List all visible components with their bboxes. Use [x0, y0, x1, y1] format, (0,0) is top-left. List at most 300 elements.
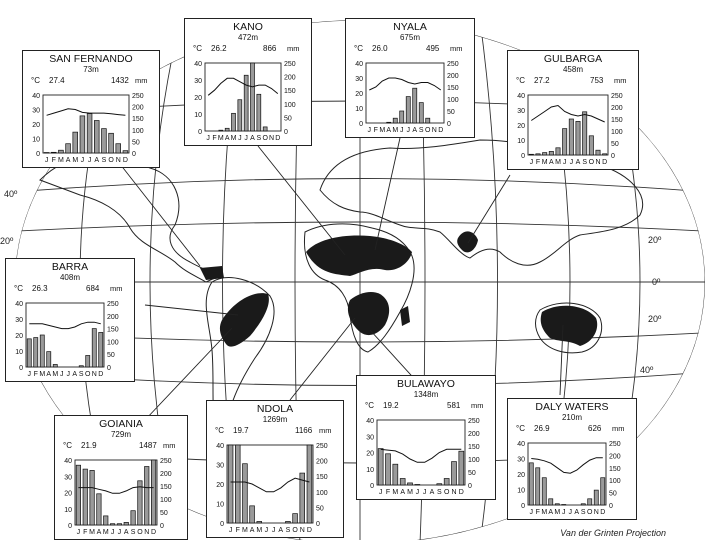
rainfall-bar — [569, 119, 573, 155]
month-label: A — [94, 157, 100, 164]
month-label: J — [271, 527, 276, 534]
month-label: S — [256, 135, 262, 142]
month-label: M — [241, 527, 248, 534]
rainfall-bar — [87, 114, 92, 153]
month-label: J — [529, 509, 533, 516]
rain-tick-label: 200 — [316, 458, 328, 466]
rain-tick-label: 250 — [468, 418, 480, 425]
temp-tick-label: 10 — [355, 106, 363, 113]
month-label: M — [230, 135, 237, 142]
month-label: J — [206, 135, 210, 142]
month-label: A — [548, 159, 554, 166]
temp-tick-label: 40 — [517, 93, 525, 100]
rain-tick-label: 150 — [107, 326, 119, 334]
annual-precipitation: 626 — [588, 424, 602, 433]
station-elevation: 458m — [562, 65, 584, 74]
station-name: NDOLA — [256, 403, 294, 415]
rain-tick-label: 100 — [107, 339, 119, 347]
precip-unit: mm — [612, 424, 625, 433]
precip-unit: mm — [319, 426, 332, 435]
month-label: O — [587, 509, 593, 516]
rainfall-bar — [576, 121, 580, 155]
month-label: M — [407, 489, 413, 496]
annual-precipitation: 1432 — [111, 76, 129, 85]
climograph-bulawayo — [356, 375, 496, 500]
rainfall-bar — [596, 150, 600, 155]
month-label: J — [80, 157, 85, 164]
rain-tick-label: 200 — [447, 73, 459, 80]
month-label: D — [602, 159, 608, 166]
month-label: J — [264, 527, 269, 534]
rain-tick-label: 100 — [609, 478, 621, 486]
month-label: J — [117, 529, 122, 536]
rain-tick-label: 250 — [609, 441, 621, 448]
savanna-sahel-africa — [306, 236, 412, 276]
leader-barra — [145, 305, 238, 315]
temp-tick-label: 30 — [366, 434, 374, 442]
month-label: S — [436, 489, 442, 496]
month-label: F — [83, 529, 88, 536]
temp-unit: °C — [63, 441, 72, 450]
station-elevation: 729m — [110, 430, 132, 439]
temp-tick-label: 10 — [194, 112, 202, 119]
rain-tick-label: 0 — [468, 483, 472, 490]
projection-caption: Van der Grinten Projection — [560, 528, 666, 538]
precip-unit: mm — [471, 401, 484, 410]
temp-tick-label: 40 — [194, 61, 202, 68]
month-label: N — [595, 159, 601, 166]
rainfall-bar — [102, 129, 107, 153]
month-label: M — [52, 371, 59, 378]
month-label: D — [151, 529, 157, 536]
rainfall-bar — [293, 514, 298, 523]
month-label: S — [418, 127, 424, 134]
month-label: F — [235, 527, 240, 534]
temp-tick-label: 40 — [355, 61, 363, 68]
rain-tick-label: 50 — [611, 141, 619, 148]
rainfall-bar — [307, 445, 312, 523]
rain-tick-label: 50 — [316, 505, 324, 513]
station-elevation: 1348m — [413, 390, 439, 399]
month-label: J — [529, 159, 534, 166]
precip-unit: mm — [163, 441, 176, 450]
temp-unit: °C — [215, 426, 224, 435]
month-label: A — [574, 509, 580, 516]
rainfall-bar — [549, 151, 553, 155]
rainfall-bar — [34, 338, 38, 367]
temp-tick-label: 20 — [216, 482, 224, 489]
rain-tick-label: 150 — [316, 474, 328, 482]
month-label: A — [123, 529, 129, 536]
climograph-svg — [55, 416, 187, 539]
lat-label-40n-left: 40º — [4, 189, 18, 199]
rainfall-bar — [40, 335, 44, 367]
month-label: F — [51, 157, 56, 164]
temp-tick-label: 30 — [32, 107, 40, 115]
temp-tick-label: 20 — [366, 450, 374, 458]
rainfall-bar — [90, 470, 94, 525]
temperature-curve — [531, 106, 604, 123]
rainfall-bar — [66, 144, 71, 153]
month-label: F — [33, 371, 38, 378]
temp-tick-label: 10 — [517, 487, 525, 495]
month-label: M — [554, 509, 561, 516]
rainfall-bar — [444, 479, 449, 486]
rainfall-bar — [117, 524, 121, 525]
mean-temperature: 26.0 — [372, 44, 388, 53]
rainfall-bar — [257, 521, 262, 523]
rainfall-bar — [536, 154, 540, 155]
rainfall-bar — [263, 127, 267, 131]
month-label: S — [130, 529, 136, 536]
climograph-nyala — [345, 18, 475, 138]
rain-tick-label: 150 — [468, 444, 480, 451]
rain-tick-label: 0 — [284, 129, 288, 136]
rain-tick-label: 0 — [611, 153, 615, 160]
rainfall-bar — [549, 499, 553, 505]
rain-tick-label: 0 — [447, 121, 451, 128]
rain-tick-label: 200 — [132, 104, 144, 112]
mean-temperature: 26.2 — [211, 44, 227, 53]
temp-tick-label: 20 — [15, 333, 23, 340]
month-label: J — [238, 135, 242, 142]
temp-tick-label: 10 — [366, 466, 374, 474]
month-label: O — [262, 135, 268, 142]
temp-tick-label: 10 — [32, 136, 40, 144]
rainfall-bar — [581, 504, 585, 505]
temp-tick-label: 10 — [517, 138, 525, 145]
rainfall-bar — [97, 494, 101, 525]
rainfall-bar — [124, 522, 128, 525]
annual-precipitation: 495 — [426, 44, 440, 53]
rain-tick-label: 50 — [447, 109, 455, 116]
mean-temperature: 27.2 — [534, 76, 550, 85]
temp-tick-label: 10 — [216, 501, 224, 509]
month-label: A — [429, 489, 435, 496]
precip-unit: mm — [450, 44, 463, 53]
month-label: O — [588, 159, 595, 166]
climograph-svg — [508, 51, 638, 169]
rainfall-bar — [536, 468, 540, 505]
temperature-curve — [381, 449, 462, 462]
month-label: N — [268, 135, 275, 142]
rainfall-bar — [53, 364, 57, 367]
precip-unit: mm — [110, 284, 123, 293]
rainfall-bar — [80, 116, 85, 153]
rainfall-bar — [419, 103, 423, 123]
temp-tick-label: 30 — [216, 462, 224, 470]
temp-tick-label: 0 — [370, 483, 374, 490]
month-label: J — [378, 489, 383, 496]
temp-tick-label: 20 — [517, 123, 525, 130]
temp-tick-label: 30 — [194, 78, 202, 85]
rain-tick-label: 0 — [132, 151, 136, 158]
leader-ndola — [290, 318, 355, 400]
annual-precipitation: 684 — [86, 284, 100, 293]
month-label: O — [292, 527, 298, 534]
plot-frame — [366, 63, 444, 123]
rainfall-bar — [251, 63, 255, 131]
month-label: N — [144, 529, 150, 536]
temp-tick-label: 30 — [517, 108, 525, 115]
month-label: F — [535, 509, 540, 516]
temp-tick-label: 40 — [366, 418, 374, 425]
temperature-curve — [531, 458, 603, 474]
rainfall-bar — [79, 366, 83, 367]
month-label: F — [385, 489, 391, 496]
plot-frame — [528, 95, 608, 155]
savanna-australia — [541, 306, 598, 346]
rainfall-bar — [86, 355, 90, 367]
rain-tick-label: 100 — [611, 129, 623, 136]
month-label: M — [379, 127, 386, 134]
rainfall-bar — [387, 122, 391, 123]
rainfall-bar — [563, 129, 567, 155]
month-label: J — [244, 135, 248, 142]
climograph-daly-waters — [507, 398, 637, 520]
rain-tick-label: 100 — [132, 127, 144, 135]
rainfall-bar — [437, 484, 442, 485]
month-label: F — [212, 135, 217, 142]
station-elevation: 1269m — [262, 415, 288, 424]
rainfall-bar — [543, 153, 547, 155]
rainfall-bar — [244, 75, 248, 131]
temp-tick-label: 30 — [15, 317, 23, 324]
rainfall-bar — [151, 460, 155, 525]
rain-tick-label: 200 — [468, 431, 480, 438]
rain-tick-label: 50 — [468, 470, 476, 477]
month-label: S — [582, 159, 588, 166]
rainfall-bar — [109, 133, 114, 153]
rain-tick-label: 50 — [160, 510, 168, 517]
month-label: A — [400, 489, 406, 496]
month-label: M — [392, 489, 399, 496]
month-label: J — [367, 127, 371, 134]
month-label: N — [299, 527, 305, 534]
month-label: J — [76, 529, 81, 536]
lat-label-20s-right: 20º — [648, 314, 662, 324]
mean-temperature: 19.2 — [383, 401, 399, 410]
rainfall-bar — [542, 478, 546, 505]
rain-tick-label: 0 — [609, 503, 613, 510]
month-label: A — [224, 135, 230, 142]
savanna-regions — [200, 231, 597, 346]
month-label: M — [57, 157, 64, 164]
month-label: M — [555, 159, 561, 166]
temp-tick-label: 40 — [32, 93, 40, 100]
rain-tick-label: 50 — [132, 139, 140, 147]
month-label: A — [46, 371, 52, 378]
rainfall-bar — [235, 445, 240, 523]
month-label: M — [392, 127, 399, 134]
month-label: J — [562, 509, 566, 516]
temp-tick-label: 0 — [68, 523, 72, 530]
rainfall-bar — [415, 484, 420, 485]
rainfall-bar — [83, 469, 87, 525]
temp-tick-label: 20 — [64, 490, 72, 498]
temp-tick-label: 10 — [64, 506, 72, 514]
climograph-kano — [184, 18, 312, 146]
temp-tick-label: 40 — [64, 458, 72, 465]
rain-tick-label: 250 — [284, 61, 296, 68]
temp-tick-label: 0 — [359, 121, 363, 128]
month-label: O — [85, 371, 91, 378]
month-label: A — [250, 135, 255, 142]
month-label: M — [217, 135, 224, 142]
rainfall-bar — [99, 332, 103, 367]
temp-unit: °C — [354, 44, 363, 53]
rainfall-bar — [51, 152, 56, 153]
rain-tick-label: 250 — [132, 93, 144, 100]
rain-tick-label: 50 — [609, 490, 617, 498]
rainfall-bar — [76, 465, 80, 525]
temp-tick-label: 40 — [15, 301, 23, 308]
month-label: J — [27, 371, 31, 378]
rainfall-bar — [556, 148, 560, 155]
precip-unit: mm — [614, 76, 627, 85]
rainfall-bar — [603, 154, 607, 155]
rainfall-bar — [400, 111, 404, 123]
month-label: N — [451, 489, 457, 496]
rainfall-bar — [94, 121, 99, 153]
temp-tick-label: 0 — [521, 503, 525, 510]
rainfall-bar — [238, 100, 242, 131]
savanna-south-america — [220, 293, 269, 346]
rainfall-bar — [243, 464, 248, 523]
rain-tick-label: 100 — [284, 101, 296, 109]
month-label: O — [425, 127, 431, 134]
rain-tick-label: 150 — [160, 484, 172, 491]
temp-tick-label: 30 — [64, 474, 72, 482]
temp-tick-label: 0 — [521, 153, 525, 160]
month-label: A — [548, 509, 554, 516]
month-label: N — [431, 127, 437, 134]
temperature-curve — [369, 78, 441, 90]
plot-frame — [205, 63, 281, 131]
month-label: J — [228, 527, 233, 534]
temp-unit: °C — [14, 284, 23, 293]
temp-tick-label: 0 — [220, 521, 224, 528]
month-label: A — [278, 527, 284, 534]
month-label: J — [110, 529, 115, 536]
mean-temperature: 19.7 — [233, 426, 249, 435]
temp-tick-label: 20 — [517, 472, 525, 479]
rainfall-bar — [104, 516, 108, 525]
rain-tick-label: 200 — [284, 74, 296, 82]
rainfall-bar — [408, 483, 413, 485]
station-name: GULBARGA — [543, 53, 603, 65]
rain-tick-label: 0 — [160, 523, 164, 530]
temp-unit: °C — [365, 401, 374, 410]
rain-tick-label: 250 — [107, 301, 119, 308]
rainfall-bar — [47, 352, 51, 367]
annual-precipitation: 581 — [447, 401, 461, 410]
temp-unit: °C — [516, 424, 525, 433]
rain-tick-label: 50 — [107, 352, 115, 360]
leader-gulbarga — [468, 175, 510, 243]
month-label: O — [443, 489, 450, 496]
climograph-svg — [357, 376, 495, 499]
month-label: S — [101, 157, 107, 164]
temp-tick-label: 0 — [19, 365, 23, 372]
month-label: N — [91, 371, 97, 378]
rainfall-bar — [413, 88, 417, 123]
rainfall-bar — [225, 128, 229, 131]
annual-precipitation: 866 — [263, 44, 277, 53]
station-name: GOIANIA — [99, 418, 143, 430]
rain-tick-label: 250 — [447, 61, 459, 68]
leader-san-fernando — [120, 164, 200, 266]
rainfall-bar — [459, 451, 464, 485]
mean-temperature: 21.9 — [81, 441, 97, 450]
temp-tick-label: 10 — [15, 349, 23, 356]
climograph-barra — [5, 258, 135, 382]
month-label: M — [89, 529, 96, 536]
rain-tick-label: 200 — [609, 453, 621, 461]
rain-tick-label: 150 — [609, 465, 621, 473]
month-label: J — [87, 157, 92, 164]
temp-tick-label: 0 — [36, 151, 40, 158]
month-label: D — [275, 135, 281, 142]
lat-label-20n-left: 20º — [0, 236, 14, 246]
month-label: D — [98, 371, 104, 378]
rainfall-bar — [110, 524, 114, 525]
station-name: DALY WATERS — [535, 401, 609, 413]
month-label: J — [60, 371, 64, 378]
month-label: J — [406, 127, 410, 134]
month-label: M — [541, 159, 548, 166]
rainfall-bar — [232, 113, 236, 131]
rain-tick-label: 100 — [447, 97, 459, 104]
rainfall-bar — [131, 511, 135, 525]
month-label: M — [102, 529, 109, 536]
temperature-curve — [29, 322, 101, 328]
station-name: BULAWAYO — [397, 378, 455, 390]
station-name: BARRA — [51, 261, 89, 273]
month-label: D — [600, 509, 606, 516]
rainfall-bar — [601, 478, 605, 505]
rain-tick-label: 200 — [611, 105, 623, 112]
rainfall-bar — [529, 463, 533, 505]
station-elevation: 675m — [399, 33, 421, 42]
precip-unit: mm — [135, 76, 148, 85]
rainfall-bar — [123, 151, 128, 153]
month-label: A — [412, 127, 418, 134]
savanna-southern-africa — [348, 292, 389, 335]
climograph-svg — [6, 259, 134, 381]
rain-tick-label: 100 — [316, 489, 328, 497]
lat-label-40s-right: 40º — [640, 365, 654, 375]
month-label: A — [386, 127, 392, 134]
rainfall-bar — [393, 118, 397, 123]
annual-precipitation: 753 — [590, 76, 604, 85]
mean-temperature: 26.3 — [32, 284, 48, 293]
month-label: F — [373, 127, 378, 134]
month-label: J — [66, 371, 70, 378]
rainfall-bar — [219, 130, 223, 131]
temp-unit: °C — [193, 44, 202, 53]
month-label: J — [415, 489, 420, 496]
rain-tick-label: 200 — [107, 313, 119, 321]
rainfall-bar — [250, 506, 255, 523]
rain-tick-label: 250 — [611, 93, 623, 100]
mean-temperature: 26.9 — [534, 424, 550, 433]
rainfall-bar — [257, 94, 261, 131]
savanna-central-america — [200, 266, 224, 280]
rainfall-bar — [583, 112, 587, 155]
station-name: KANO — [233, 21, 263, 33]
rainfall-bar — [228, 445, 233, 523]
